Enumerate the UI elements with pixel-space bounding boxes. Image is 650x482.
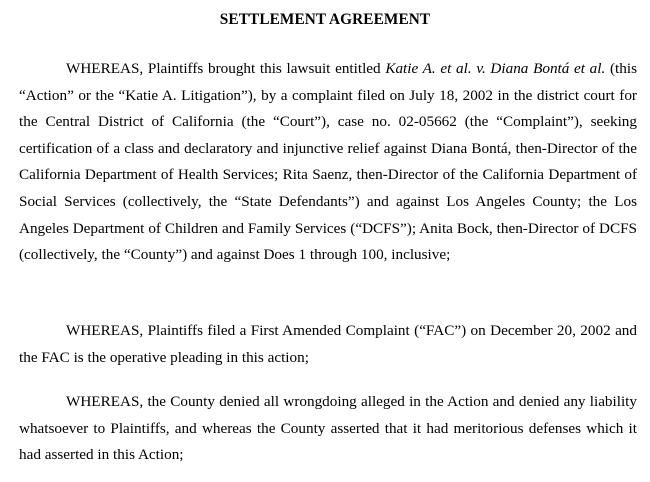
document-title: SETTLEMENT AGREEMENT [219, 11, 431, 28]
recital-paragraph-1 [19, 56, 637, 269]
case-name: Katie A. et al. v. Diana Bontá et al. [385, 60, 606, 77]
recital-paragraph-2: WHEREAS, Plaintiffs filed a First Amended Complaint (“FAC”) on December 20, 2002 and the FAC is the operative pleading in this action; [19, 322, 637, 366]
recital-1-text-end: (this “Action” or the “Katie A. Litigation”), by a complaint filed on July 18, 2002 in the district court for the Central District of California (the “Court”), case no. 02-05662 (the “Complaint”), seeking certification of a class and declaratory and injunctive relief against Diana Bontá, then-Director of the California Department of Health Services; Rita Saenz, then-Director of the California Department of Social Services (collectively, the “State Defendants”) and against Los Angeles County; the Los Angeles Department of Children and Family Services (“DCFS”); Anita Bock, then-Director of DCFS (collectively, the “County”) and against Does 1 through 100, inclusive; [19, 60, 637, 264]
recital-1-text-start: WHEREAS, Plaintiffs brought this lawsuit entitled [66, 60, 386, 77]
recital-paragraph-3: WHEREAS, the County denied all wrongdoing alleged in the Action and denied any liability whatsoever to Plaintiffs, and whereas the County asserted that it had meritorious defenses which it had asserted in this Action; [19, 393, 637, 464]
